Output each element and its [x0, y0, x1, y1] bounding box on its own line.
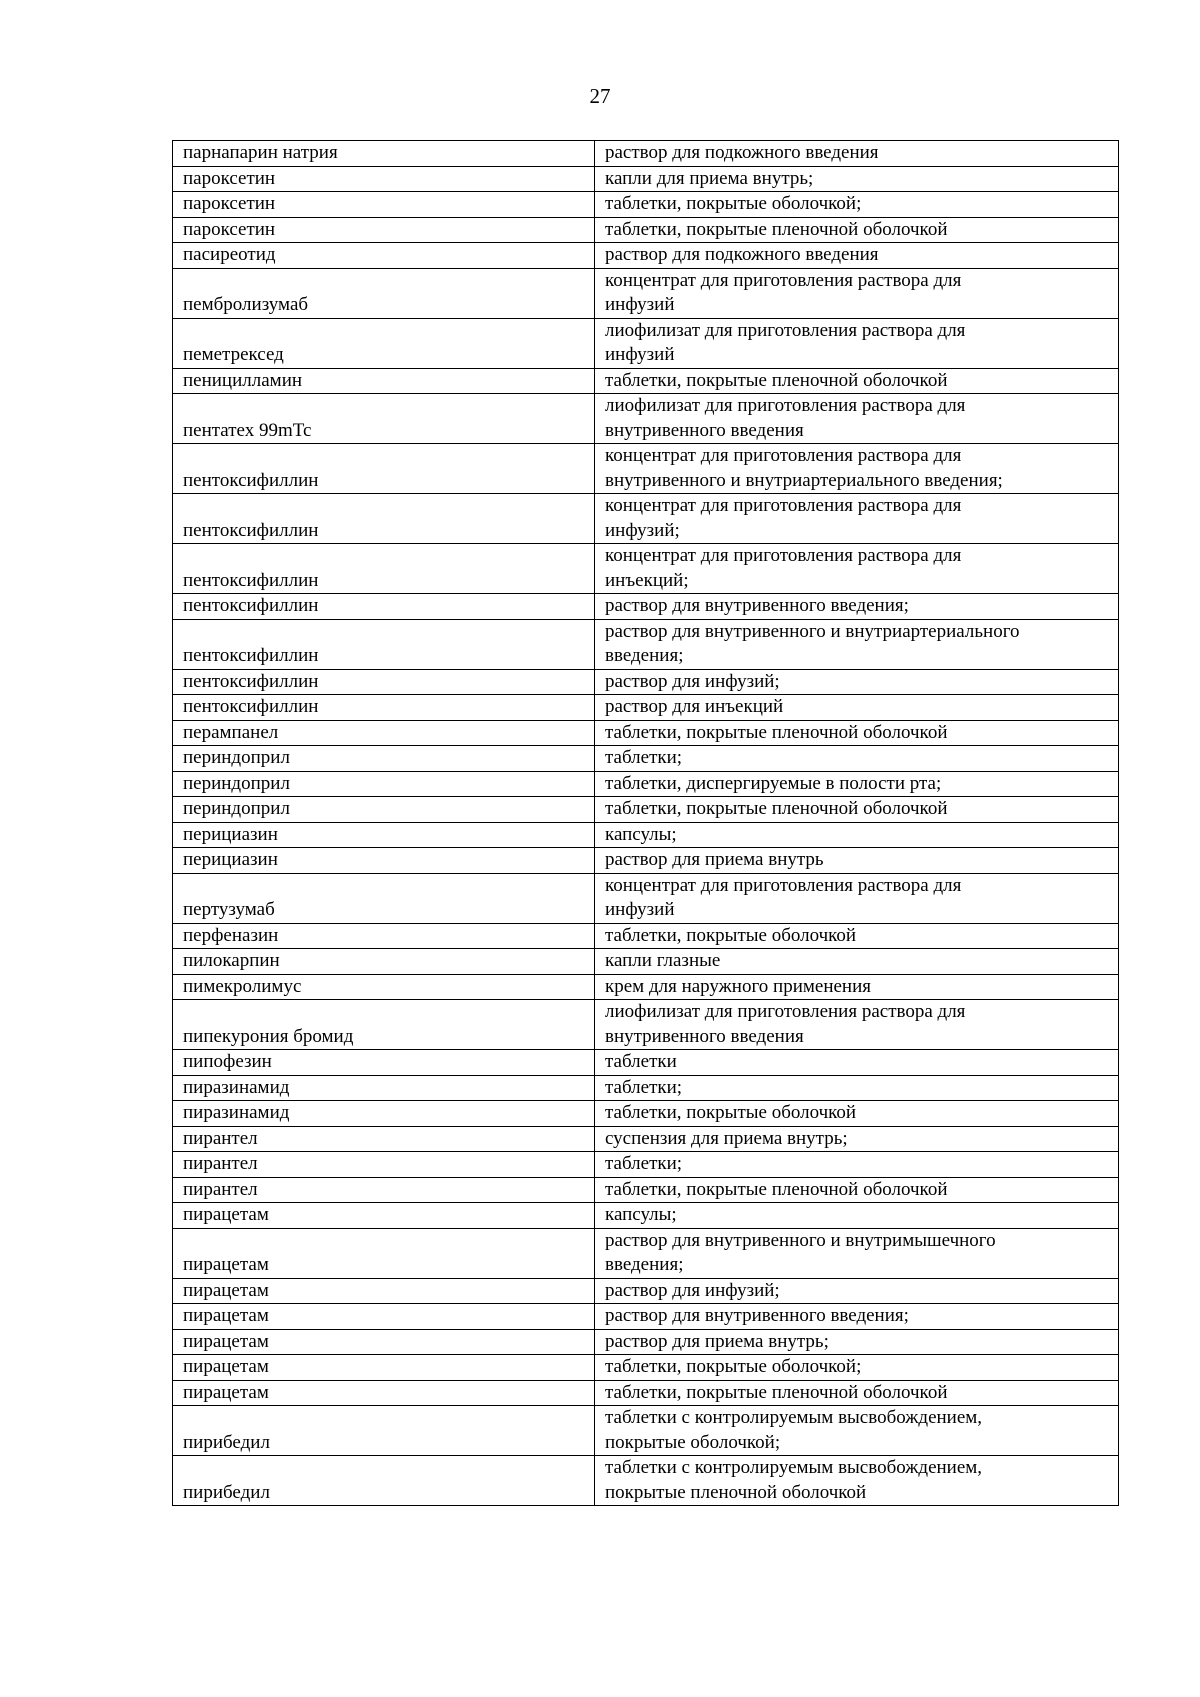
drug-name-cell: перампанел	[173, 720, 595, 746]
drug-name-cell: пирибедил	[173, 1456, 595, 1506]
dosage-form-cell: раствор для внутривенного введения;	[595, 1304, 1119, 1330]
drug-name-cell: пирацетам	[173, 1329, 595, 1355]
drug-name-cell: пасиреотид	[173, 243, 595, 269]
table-row	[173, 797, 1119, 823]
dosage-form-cell: таблетки, покрытые пленочной оболочкой	[595, 797, 1119, 823]
table-row	[173, 494, 1119, 544]
table-row	[173, 1329, 1119, 1355]
drug-name-cell: пирантел	[173, 1152, 595, 1178]
dosage-form-cell: раствор для приема внутрь	[595, 848, 1119, 874]
drug-table-body	[173, 141, 1119, 1506]
table-row	[173, 771, 1119, 797]
dosage-form-cell: раствор для подкожного введения	[595, 141, 1119, 167]
table-row	[173, 1203, 1119, 1229]
dosage-form-cell: лиофилизат для приготовления раствора для внутривенного введения	[595, 1000, 1119, 1050]
dosage-form-cell: таблетки;	[595, 1152, 1119, 1178]
drug-name-cell: пипекурония бромид	[173, 1000, 595, 1050]
dosage-form-cell: раствор для внутривенного и внутримышечного введения;	[595, 1228, 1119, 1278]
dosage-form-cell: таблетки с контролируемым высвобождением, покрытые оболочкой;	[595, 1406, 1119, 1456]
drug-name-cell: пирацетам	[173, 1380, 595, 1406]
drug-name-cell: пентоксифиллин	[173, 669, 595, 695]
drug-name-cell: парнапарин натрия	[173, 141, 595, 167]
table-row	[173, 720, 1119, 746]
dosage-form-cell: таблетки, покрытые оболочкой;	[595, 1355, 1119, 1381]
dosage-form-cell: лиофилизат для приготовления раствора для внутривенного введения	[595, 394, 1119, 444]
table-row	[173, 949, 1119, 975]
drug-name-cell: пентоксифиллин	[173, 695, 595, 721]
table-row	[173, 318, 1119, 368]
drug-name-cell: периндоприл	[173, 797, 595, 823]
dosage-form-cell: суспензия для приема внутрь;	[595, 1126, 1119, 1152]
table-row	[173, 594, 1119, 620]
table-row	[173, 1278, 1119, 1304]
dosage-form-cell: таблетки, покрытые оболочкой	[595, 923, 1119, 949]
dosage-form-cell: концентрат для приготовления раствора для инфузий;	[595, 494, 1119, 544]
dosage-form-cell: концентрат для приготовления раствора для инфузий	[595, 873, 1119, 923]
table-row	[173, 619, 1119, 669]
drug-name-cell: пентоксифиллин	[173, 444, 595, 494]
drug-name-cell: пентоксифиллин	[173, 494, 595, 544]
table-row	[173, 141, 1119, 167]
drug-name-cell: пирацетам	[173, 1355, 595, 1381]
dosage-form-cell: таблетки;	[595, 1075, 1119, 1101]
table-row	[173, 166, 1119, 192]
table-row	[173, 848, 1119, 874]
drug-name-cell: пеницилламин	[173, 368, 595, 394]
dosage-form-cell: раствор для инфузий;	[595, 669, 1119, 695]
drug-name-cell: пирантел	[173, 1177, 595, 1203]
drug-name-cell: пирантел	[173, 1126, 595, 1152]
drug-name-cell: пимекролимус	[173, 974, 595, 1000]
dosage-form-cell: концентрат для приготовления раствора для инъекций;	[595, 544, 1119, 594]
dosage-form-cell: таблетки, покрытые пленочной оболочкой	[595, 1177, 1119, 1203]
table-row	[173, 192, 1119, 218]
table-row	[173, 1126, 1119, 1152]
dosage-form-cell: таблетки;	[595, 746, 1119, 772]
dosage-form-cell: таблетки, покрытые оболочкой	[595, 1101, 1119, 1127]
dosage-form-cell: таблетки, покрытые пленочной оболочкой	[595, 1380, 1119, 1406]
drug-name-cell: перфеназин	[173, 923, 595, 949]
dosage-form-cell: концентрат для приготовления раствора для инфузий	[595, 268, 1119, 318]
drug-name-cell: пентоксифиллин	[173, 594, 595, 620]
table-row	[173, 243, 1119, 269]
dosage-form-cell: раствор для инъекций	[595, 695, 1119, 721]
table-row	[173, 873, 1119, 923]
table-row	[173, 1406, 1119, 1456]
drug-table	[172, 140, 1119, 1506]
table-row	[173, 746, 1119, 772]
table-row	[173, 217, 1119, 243]
dosage-form-cell: таблетки, покрытые оболочкой;	[595, 192, 1119, 218]
table-row	[173, 544, 1119, 594]
table-row	[173, 1304, 1119, 1330]
dosage-form-cell: раствор для внутривенного и внутриартериального введения;	[595, 619, 1119, 669]
table-row	[173, 394, 1119, 444]
drug-name-cell: пирацетам	[173, 1203, 595, 1229]
drug-name-cell: пентоксифиллин	[173, 544, 595, 594]
table-row	[173, 1177, 1119, 1203]
drug-name-cell: пирацетам	[173, 1278, 595, 1304]
drug-name-cell: пирацетам	[173, 1304, 595, 1330]
dosage-form-cell: таблетки с контролируемым высвобождением, покрытые пленочной оболочкой	[595, 1456, 1119, 1506]
dosage-form-cell: таблетки, диспергируемые в полости рта;	[595, 771, 1119, 797]
table-row	[173, 1228, 1119, 1278]
table-row	[173, 1101, 1119, 1127]
drug-name-cell: перициазин	[173, 848, 595, 874]
dosage-form-cell: концентрат для приготовления раствора для внутривенного и внутриартериального введения;	[595, 444, 1119, 494]
table-row	[173, 695, 1119, 721]
drug-name-cell: пиразинамид	[173, 1075, 595, 1101]
drug-name-cell: периндоприл	[173, 746, 595, 772]
table-row	[173, 1380, 1119, 1406]
table-row	[173, 1000, 1119, 1050]
drug-name-cell: пембролизумаб	[173, 268, 595, 318]
dosage-form-cell: раствор для приема внутрь;	[595, 1329, 1119, 1355]
table-row	[173, 1050, 1119, 1076]
dosage-form-cell: таблетки, покрытые пленочной оболочкой	[595, 368, 1119, 394]
table-row	[173, 368, 1119, 394]
drug-name-cell: пиразинамид	[173, 1101, 595, 1127]
table-row	[173, 1152, 1119, 1178]
dosage-form-cell: таблетки	[595, 1050, 1119, 1076]
table-row	[173, 822, 1119, 848]
drug-name-cell: пентатех 99mTc	[173, 394, 595, 444]
table-row	[173, 1355, 1119, 1381]
table-row	[173, 974, 1119, 1000]
dosage-form-cell: капсулы;	[595, 1203, 1119, 1229]
dosage-form-cell: капли глазные	[595, 949, 1119, 975]
drug-name-cell: пирибедил	[173, 1406, 595, 1456]
drug-name-cell: пентоксифиллин	[173, 619, 595, 669]
table-row	[173, 1075, 1119, 1101]
drug-name-cell: пертузумаб	[173, 873, 595, 923]
drug-name-cell: пароксетин	[173, 217, 595, 243]
drug-name-cell: пеметрексед	[173, 318, 595, 368]
dosage-form-cell: лиофилизат для приготовления раствора для инфузий	[595, 318, 1119, 368]
table-row	[173, 444, 1119, 494]
dosage-form-cell: таблетки, покрытые пленочной оболочкой	[595, 720, 1119, 746]
dosage-form-cell: таблетки, покрытые пленочной оболочкой	[595, 217, 1119, 243]
dosage-form-cell: раствор для подкожного введения	[595, 243, 1119, 269]
dosage-form-cell: раствор для инфузий;	[595, 1278, 1119, 1304]
drug-name-cell: пароксетин	[173, 192, 595, 218]
drug-name-cell: пирацетам	[173, 1228, 595, 1278]
drug-name-cell: пароксетин	[173, 166, 595, 192]
table-row	[173, 669, 1119, 695]
drug-name-cell: периндоприл	[173, 771, 595, 797]
drug-name-cell: перициазин	[173, 822, 595, 848]
dosage-form-cell: капли для приема внутрь;	[595, 166, 1119, 192]
table-row	[173, 1456, 1119, 1506]
page-number: 27	[589, 84, 611, 108]
table-row	[173, 268, 1119, 318]
drug-name-cell: пилокарпин	[173, 949, 595, 975]
table-row	[173, 923, 1119, 949]
dosage-form-cell: капсулы;	[595, 822, 1119, 848]
dosage-form-cell: крем для наружного применения	[595, 974, 1119, 1000]
dosage-form-cell: раствор для внутривенного введения;	[595, 594, 1119, 620]
drug-name-cell: пипофезин	[173, 1050, 595, 1076]
